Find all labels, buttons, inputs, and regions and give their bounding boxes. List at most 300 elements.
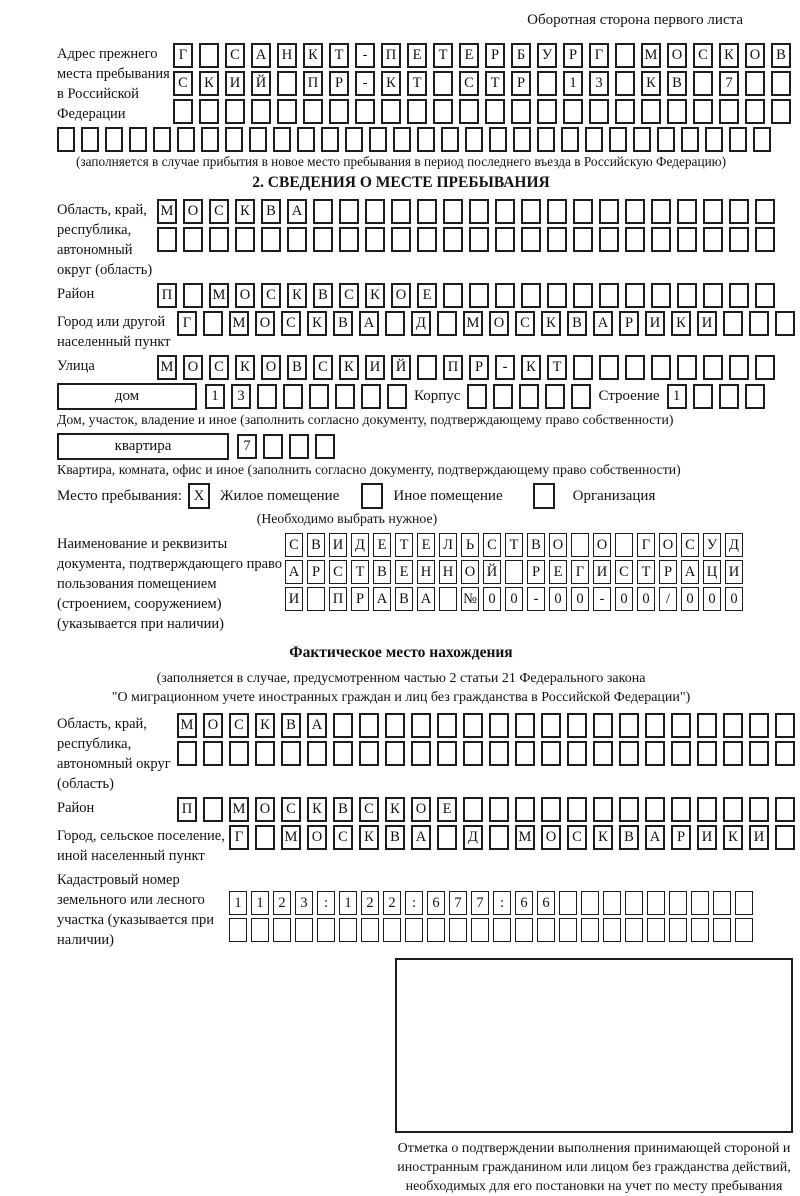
char-box[interactable] bbox=[735, 918, 753, 942]
char-box[interactable]: С bbox=[285, 533, 303, 557]
char-box[interactable]: Н bbox=[417, 560, 435, 584]
char-box[interactable]: Е bbox=[407, 43, 427, 68]
char-box[interactable] bbox=[309, 384, 329, 409]
char-box[interactable] bbox=[567, 713, 587, 738]
char-box[interactable]: С bbox=[281, 797, 301, 822]
char-box[interactable] bbox=[489, 825, 509, 850]
char-box[interactable] bbox=[273, 127, 291, 152]
char-box[interactable] bbox=[183, 227, 203, 252]
char-box[interactable] bbox=[515, 741, 535, 766]
char-box[interactable] bbox=[361, 918, 379, 942]
char-box[interactable]: К bbox=[307, 797, 327, 822]
char-box[interactable]: А bbox=[287, 199, 307, 224]
char-box[interactable]: Д bbox=[351, 533, 369, 557]
char-box[interactable]: М bbox=[515, 825, 535, 850]
char-box[interactable] bbox=[599, 283, 619, 308]
char-box[interactable]: В bbox=[287, 355, 307, 380]
char-box[interactable]: К bbox=[235, 199, 255, 224]
char-box[interactable] bbox=[229, 741, 249, 766]
char-box[interactable] bbox=[203, 741, 223, 766]
char-box[interactable] bbox=[619, 741, 639, 766]
char-box[interactable] bbox=[199, 43, 219, 68]
char-box[interactable] bbox=[633, 127, 651, 152]
char-box[interactable] bbox=[255, 741, 275, 766]
char-box[interactable] bbox=[469, 227, 489, 252]
char-box[interactable]: М bbox=[463, 311, 483, 336]
char-box[interactable] bbox=[645, 713, 665, 738]
char-box[interactable] bbox=[493, 384, 513, 409]
char-box[interactable] bbox=[745, 384, 765, 409]
char-box[interactable] bbox=[559, 918, 577, 942]
char-box[interactable] bbox=[573, 227, 593, 252]
char-box[interactable]: С bbox=[359, 797, 379, 822]
char-box[interactable]: М bbox=[229, 311, 249, 336]
char-box[interactable]: О bbox=[203, 713, 223, 738]
char-box[interactable]: 7 bbox=[471, 891, 489, 915]
char-box[interactable] bbox=[229, 918, 247, 942]
char-box[interactable] bbox=[513, 127, 531, 152]
char-box[interactable]: Т bbox=[329, 43, 349, 68]
char-box[interactable]: Й bbox=[251, 71, 271, 96]
char-box[interactable]: О bbox=[593, 533, 611, 557]
char-box[interactable] bbox=[603, 891, 621, 915]
char-box[interactable]: 6 bbox=[537, 891, 555, 915]
char-box[interactable] bbox=[735, 891, 753, 915]
char-box[interactable]: Р bbox=[659, 560, 677, 584]
char-box[interactable]: - bbox=[355, 71, 375, 96]
char-box[interactable] bbox=[391, 199, 411, 224]
char-box[interactable]: Р bbox=[469, 355, 489, 380]
char-box[interactable] bbox=[571, 533, 589, 557]
char-box[interactable]: 1 bbox=[251, 891, 269, 915]
char-box[interactable]: А bbox=[285, 560, 303, 584]
char-box[interactable] bbox=[489, 741, 509, 766]
char-box[interactable] bbox=[729, 355, 749, 380]
char-box[interactable] bbox=[693, 71, 713, 96]
char-box[interactable] bbox=[581, 891, 599, 915]
char-box[interactable]: Н bbox=[439, 560, 457, 584]
char-box[interactable] bbox=[411, 713, 431, 738]
char-box[interactable] bbox=[547, 283, 567, 308]
char-box[interactable]: В bbox=[395, 587, 413, 611]
char-box[interactable]: К bbox=[719, 43, 739, 68]
char-box[interactable] bbox=[433, 71, 453, 96]
char-box[interactable]: 0 bbox=[637, 587, 655, 611]
char-box[interactable]: Л bbox=[439, 533, 457, 557]
char-box[interactable] bbox=[511, 99, 531, 124]
char-box[interactable]: Е bbox=[417, 533, 435, 557]
char-box[interactable]: О bbox=[489, 311, 509, 336]
char-box[interactable]: - bbox=[593, 587, 611, 611]
char-box[interactable]: Т bbox=[637, 560, 655, 584]
char-box[interactable]: К bbox=[381, 71, 401, 96]
char-box[interactable] bbox=[589, 99, 609, 124]
char-box[interactable]: В bbox=[619, 825, 639, 850]
char-box[interactable]: 2 bbox=[383, 891, 401, 915]
char-box[interactable] bbox=[775, 311, 795, 336]
char-box[interactable]: О bbox=[549, 533, 567, 557]
char-box[interactable] bbox=[713, 918, 731, 942]
char-box[interactable]: 1 bbox=[205, 384, 225, 409]
char-box[interactable] bbox=[495, 283, 515, 308]
char-box[interactable]: В bbox=[567, 311, 587, 336]
char-box[interactable]: К bbox=[521, 355, 541, 380]
checkbox-zhiloe-pomeshchenie[interactable]: X bbox=[188, 483, 210, 509]
char-box[interactable]: С bbox=[225, 43, 245, 68]
char-box[interactable]: К bbox=[359, 825, 379, 850]
char-box[interactable] bbox=[705, 127, 723, 152]
char-box[interactable]: К bbox=[385, 797, 405, 822]
char-box[interactable]: И bbox=[697, 311, 717, 336]
char-box[interactable]: К bbox=[307, 311, 327, 336]
char-box[interactable]: К bbox=[303, 43, 323, 68]
char-box[interactable] bbox=[183, 283, 203, 308]
char-box[interactable]: Г bbox=[637, 533, 655, 557]
char-box[interactable]: 0 bbox=[725, 587, 743, 611]
char-box[interactable] bbox=[277, 71, 297, 96]
char-box[interactable]: С bbox=[209, 199, 229, 224]
char-box[interactable] bbox=[333, 741, 353, 766]
char-box[interactable] bbox=[255, 825, 275, 850]
char-box[interactable] bbox=[519, 384, 539, 409]
char-box[interactable] bbox=[667, 99, 687, 124]
char-box[interactable] bbox=[209, 227, 229, 252]
char-box[interactable]: Ц bbox=[703, 560, 721, 584]
char-box[interactable] bbox=[303, 99, 323, 124]
char-box[interactable]: С bbox=[329, 560, 347, 584]
char-box[interactable]: 2 bbox=[273, 891, 291, 915]
char-box[interactable] bbox=[677, 199, 697, 224]
char-box[interactable] bbox=[651, 199, 671, 224]
char-box[interactable]: Г bbox=[173, 43, 193, 68]
char-box[interactable] bbox=[443, 283, 463, 308]
char-box[interactable] bbox=[599, 355, 619, 380]
char-box[interactable]: А bbox=[307, 713, 327, 738]
char-box[interactable]: С bbox=[459, 71, 479, 96]
char-box[interactable]: М bbox=[641, 43, 661, 68]
char-box[interactable]: П bbox=[303, 71, 323, 96]
char-box[interactable] bbox=[493, 918, 511, 942]
char-box[interactable] bbox=[755, 355, 775, 380]
char-box[interactable]: - bbox=[495, 355, 515, 380]
char-box[interactable] bbox=[541, 797, 561, 822]
char-box[interactable] bbox=[463, 797, 483, 822]
char-box[interactable] bbox=[647, 891, 665, 915]
char-box[interactable] bbox=[749, 311, 769, 336]
char-box[interactable] bbox=[515, 918, 533, 942]
char-box[interactable]: В bbox=[333, 311, 353, 336]
char-box[interactable] bbox=[439, 587, 457, 611]
char-box[interactable]: И bbox=[285, 587, 303, 611]
char-box[interactable] bbox=[755, 227, 775, 252]
char-box[interactable] bbox=[651, 283, 671, 308]
char-box[interactable] bbox=[417, 227, 437, 252]
char-box[interactable] bbox=[651, 355, 671, 380]
char-box[interactable] bbox=[619, 713, 639, 738]
char-box[interactable] bbox=[355, 99, 375, 124]
char-box[interactable]: Т bbox=[547, 355, 567, 380]
char-box[interactable] bbox=[469, 199, 489, 224]
char-box[interactable]: Е bbox=[373, 533, 391, 557]
char-box[interactable] bbox=[199, 99, 219, 124]
char-box[interactable] bbox=[677, 227, 697, 252]
char-box[interactable] bbox=[177, 741, 197, 766]
char-box[interactable] bbox=[567, 797, 587, 822]
char-box[interactable] bbox=[369, 127, 387, 152]
char-box[interactable]: О bbox=[391, 283, 411, 308]
char-box[interactable] bbox=[671, 797, 691, 822]
char-box[interactable] bbox=[745, 71, 765, 96]
char-box[interactable] bbox=[339, 918, 357, 942]
char-box[interactable] bbox=[599, 227, 619, 252]
char-box[interactable] bbox=[609, 127, 627, 152]
char-box[interactable]: Р bbox=[329, 71, 349, 96]
char-box[interactable]: Р bbox=[511, 71, 531, 96]
char-box[interactable] bbox=[593, 797, 613, 822]
char-box[interactable] bbox=[615, 99, 635, 124]
char-box[interactable]: П bbox=[443, 355, 463, 380]
char-box[interactable] bbox=[697, 741, 717, 766]
char-box[interactable]: 3 bbox=[231, 384, 251, 409]
char-box[interactable]: С bbox=[615, 560, 633, 584]
char-box[interactable]: 3 bbox=[295, 891, 313, 915]
char-box[interactable] bbox=[433, 99, 453, 124]
char-box[interactable]: 1 bbox=[563, 71, 583, 96]
char-box[interactable]: : bbox=[317, 891, 335, 915]
char-box[interactable] bbox=[755, 283, 775, 308]
char-box[interactable] bbox=[723, 311, 743, 336]
char-box[interactable] bbox=[339, 227, 359, 252]
char-box[interactable] bbox=[465, 127, 483, 152]
char-box[interactable] bbox=[365, 199, 385, 224]
char-box[interactable] bbox=[691, 918, 709, 942]
char-box[interactable]: : bbox=[405, 891, 423, 915]
char-box[interactable]: Д bbox=[725, 533, 743, 557]
char-box[interactable]: : bbox=[493, 891, 511, 915]
char-box[interactable] bbox=[703, 199, 723, 224]
char-box[interactable] bbox=[417, 199, 437, 224]
char-box[interactable]: Г bbox=[229, 825, 249, 850]
char-box[interactable]: Т bbox=[485, 71, 505, 96]
char-box[interactable] bbox=[129, 127, 147, 152]
char-box[interactable] bbox=[645, 741, 665, 766]
char-box[interactable] bbox=[201, 127, 219, 152]
char-box[interactable] bbox=[693, 99, 713, 124]
char-box[interactable] bbox=[407, 99, 427, 124]
char-box[interactable] bbox=[615, 533, 633, 557]
char-box[interactable]: 0 bbox=[615, 587, 633, 611]
char-box[interactable]: - bbox=[355, 43, 375, 68]
char-box[interactable] bbox=[593, 713, 613, 738]
char-box[interactable] bbox=[257, 384, 277, 409]
char-box[interactable] bbox=[315, 434, 335, 459]
char-box[interactable]: Й bbox=[391, 355, 411, 380]
char-box[interactable]: О bbox=[255, 311, 275, 336]
char-box[interactable] bbox=[153, 127, 171, 152]
char-box[interactable]: В bbox=[385, 825, 405, 850]
char-box[interactable]: Й bbox=[483, 560, 501, 584]
char-box[interactable] bbox=[381, 99, 401, 124]
char-box[interactable] bbox=[625, 355, 645, 380]
char-box[interactable]: О bbox=[667, 43, 687, 68]
char-box[interactable]: С bbox=[483, 533, 501, 557]
char-box[interactable]: Р bbox=[485, 43, 505, 68]
char-box[interactable] bbox=[463, 741, 483, 766]
char-box[interactable] bbox=[573, 355, 593, 380]
char-box[interactable] bbox=[485, 99, 505, 124]
char-box[interactable] bbox=[361, 384, 381, 409]
char-box[interactable] bbox=[437, 311, 457, 336]
char-box[interactable] bbox=[615, 71, 635, 96]
char-box[interactable] bbox=[105, 127, 123, 152]
char-box[interactable]: П bbox=[157, 283, 177, 308]
char-box[interactable] bbox=[385, 741, 405, 766]
char-box[interactable]: К bbox=[593, 825, 613, 850]
char-box[interactable]: И bbox=[225, 71, 245, 96]
char-box[interactable] bbox=[289, 434, 309, 459]
char-box[interactable] bbox=[693, 384, 713, 409]
char-box[interactable] bbox=[641, 99, 661, 124]
char-box[interactable]: С bbox=[209, 355, 229, 380]
char-box[interactable]: К bbox=[671, 311, 691, 336]
char-box[interactable]: Е bbox=[437, 797, 457, 822]
char-box[interactable] bbox=[603, 918, 621, 942]
char-box[interactable]: А bbox=[681, 560, 699, 584]
char-box[interactable] bbox=[771, 71, 791, 96]
char-box[interactable] bbox=[537, 71, 557, 96]
char-box[interactable]: И bbox=[725, 560, 743, 584]
char-box[interactable] bbox=[719, 99, 739, 124]
char-box[interactable] bbox=[547, 199, 567, 224]
char-box[interactable] bbox=[469, 283, 489, 308]
char-box[interactable]: 0 bbox=[703, 587, 721, 611]
char-box[interactable] bbox=[521, 283, 541, 308]
char-box[interactable] bbox=[567, 741, 587, 766]
char-box[interactable]: В bbox=[261, 199, 281, 224]
char-box[interactable] bbox=[339, 199, 359, 224]
char-box[interactable] bbox=[427, 918, 445, 942]
char-box[interactable]: Т bbox=[505, 533, 523, 557]
char-box[interactable]: В bbox=[527, 533, 545, 557]
char-box[interactable] bbox=[671, 741, 691, 766]
char-box[interactable] bbox=[405, 918, 423, 942]
char-box[interactable]: В bbox=[313, 283, 333, 308]
char-box[interactable]: С bbox=[515, 311, 535, 336]
char-box[interactable]: Т bbox=[433, 43, 453, 68]
char-box[interactable] bbox=[645, 797, 665, 822]
char-box[interactable]: Г bbox=[177, 311, 197, 336]
char-box[interactable] bbox=[463, 713, 483, 738]
char-box[interactable]: К bbox=[541, 311, 561, 336]
char-box[interactable] bbox=[383, 918, 401, 942]
char-box[interactable]: 7 bbox=[237, 434, 257, 459]
char-box[interactable]: П bbox=[177, 797, 197, 822]
char-box[interactable]: Р bbox=[563, 43, 583, 68]
char-box[interactable]: Т bbox=[407, 71, 427, 96]
char-box[interactable] bbox=[599, 199, 619, 224]
char-box[interactable] bbox=[329, 99, 349, 124]
char-box[interactable] bbox=[749, 797, 769, 822]
char-box[interactable] bbox=[647, 918, 665, 942]
char-box[interactable] bbox=[723, 713, 743, 738]
char-box[interactable] bbox=[203, 311, 223, 336]
char-box[interactable]: М bbox=[209, 283, 229, 308]
char-box[interactable]: Г bbox=[571, 560, 589, 584]
char-box[interactable] bbox=[393, 127, 411, 152]
char-box[interactable]: 3 bbox=[589, 71, 609, 96]
char-box[interactable] bbox=[723, 741, 743, 766]
char-box[interactable]: К bbox=[199, 71, 219, 96]
char-box[interactable]: П bbox=[381, 43, 401, 68]
char-box[interactable]: В bbox=[307, 533, 325, 557]
char-box[interactable] bbox=[703, 283, 723, 308]
char-box[interactable] bbox=[729, 227, 749, 252]
char-box[interactable] bbox=[495, 227, 515, 252]
char-box[interactable]: С bbox=[281, 311, 301, 336]
char-box[interactable] bbox=[729, 127, 747, 152]
char-box[interactable] bbox=[681, 127, 699, 152]
char-box[interactable] bbox=[697, 713, 717, 738]
char-box[interactable] bbox=[417, 127, 435, 152]
char-box[interactable] bbox=[251, 99, 271, 124]
char-box[interactable]: И bbox=[593, 560, 611, 584]
char-box[interactable]: И bbox=[365, 355, 385, 380]
char-box[interactable]: К bbox=[641, 71, 661, 96]
char-box[interactable] bbox=[385, 713, 405, 738]
char-box[interactable] bbox=[359, 713, 379, 738]
char-box[interactable]: О bbox=[183, 355, 203, 380]
char-box[interactable]: Н bbox=[277, 43, 297, 68]
char-box[interactable]: А bbox=[417, 587, 435, 611]
char-box[interactable]: М bbox=[281, 825, 301, 850]
char-box[interactable] bbox=[249, 127, 267, 152]
char-box[interactable] bbox=[671, 713, 691, 738]
char-box[interactable]: № bbox=[461, 587, 479, 611]
char-box[interactable] bbox=[581, 918, 599, 942]
char-box[interactable]: Р bbox=[619, 311, 639, 336]
char-box[interactable] bbox=[437, 713, 457, 738]
char-box[interactable] bbox=[251, 918, 269, 942]
char-box[interactable]: С bbox=[313, 355, 333, 380]
char-box[interactable] bbox=[411, 741, 431, 766]
char-box[interactable] bbox=[261, 227, 281, 252]
char-box[interactable] bbox=[333, 713, 353, 738]
char-box[interactable] bbox=[57, 127, 75, 152]
char-box[interactable] bbox=[669, 918, 687, 942]
char-box[interactable]: М bbox=[229, 797, 249, 822]
char-box[interactable]: М bbox=[157, 355, 177, 380]
char-box[interactable] bbox=[515, 713, 535, 738]
char-box[interactable] bbox=[391, 227, 411, 252]
char-box[interactable]: С bbox=[339, 283, 359, 308]
char-box[interactable] bbox=[489, 127, 507, 152]
char-box[interactable] bbox=[307, 741, 327, 766]
char-box[interactable] bbox=[745, 99, 765, 124]
char-box[interactable]: И bbox=[329, 533, 347, 557]
char-box[interactable] bbox=[295, 918, 313, 942]
char-box[interactable] bbox=[359, 741, 379, 766]
char-box[interactable]: С bbox=[173, 71, 193, 96]
char-box[interactable]: О bbox=[411, 797, 431, 822]
char-box[interactable] bbox=[691, 891, 709, 915]
char-box[interactable] bbox=[545, 384, 565, 409]
char-box[interactable] bbox=[547, 227, 567, 252]
char-box[interactable] bbox=[443, 227, 463, 252]
char-box[interactable] bbox=[697, 797, 717, 822]
char-box[interactable]: О bbox=[235, 283, 255, 308]
char-box[interactable] bbox=[281, 741, 301, 766]
char-box[interactable]: 6 bbox=[427, 891, 445, 915]
